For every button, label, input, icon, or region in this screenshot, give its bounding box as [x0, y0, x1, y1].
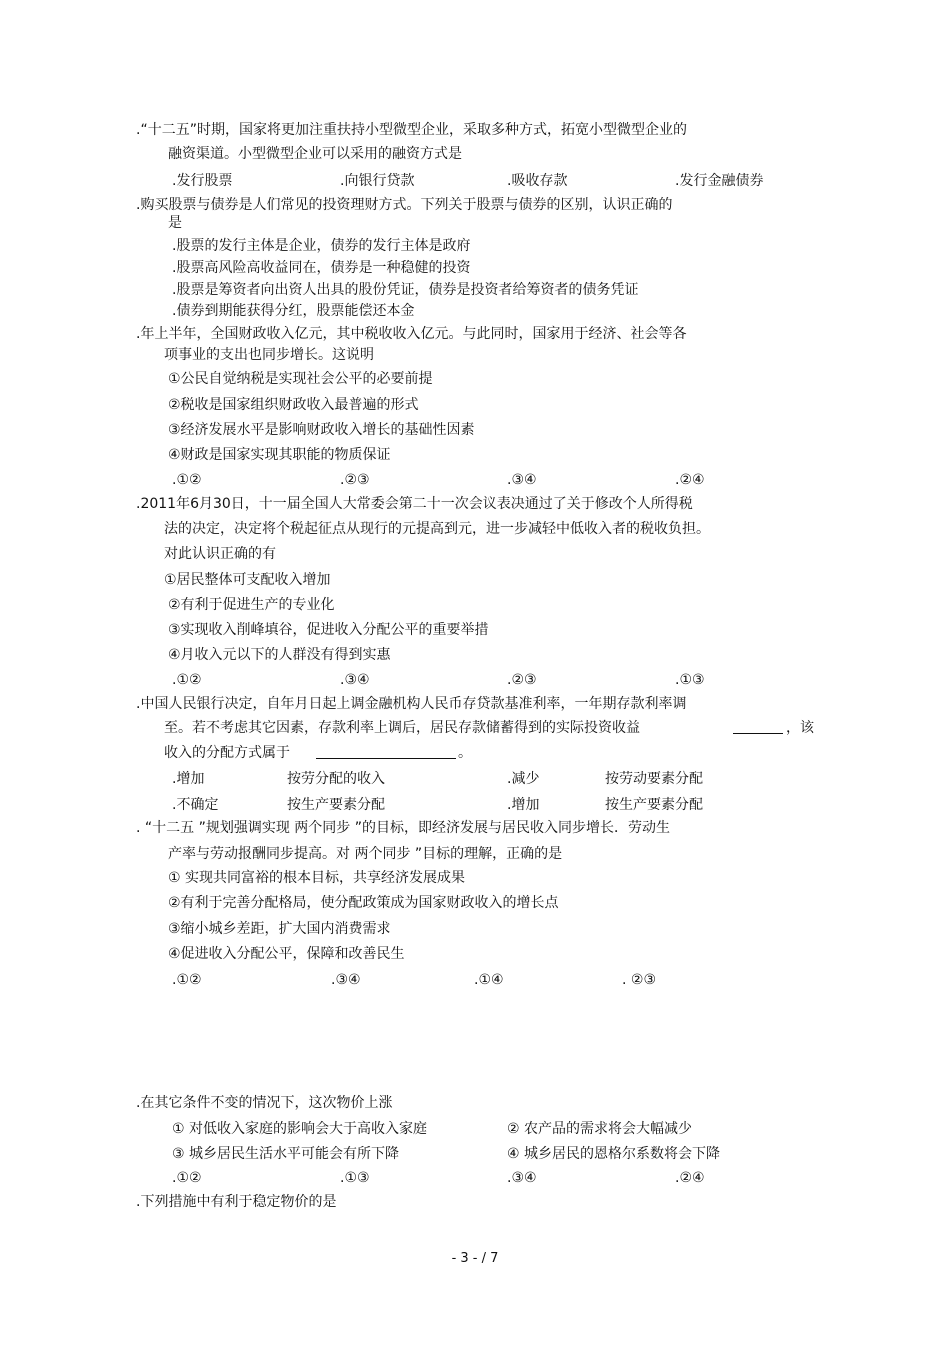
q7-option-b: .①③	[340, 1170, 370, 1186]
q1-option-d: .发行金融债券	[675, 173, 764, 189]
q5-option-a-text: 按劳分配的收入	[287, 771, 385, 787]
q4-item-2: ②有利于促进生产的专业化	[168, 597, 335, 613]
q3-option-c: .③④	[507, 472, 537, 488]
q4-option-a: .①②	[172, 672, 202, 688]
q5-stem-line2-tail: ，该	[786, 720, 814, 736]
q5-option-a-label: .增加	[172, 771, 205, 787]
q8-stem: .下列措施中有利于稳定物价的是	[136, 1194, 337, 1210]
q1-stem-line2: 融资渠道。小型微型企业可以采用的融资方式是	[168, 146, 462, 162]
page-number: - 3 - / 7	[451, 1251, 499, 1266]
q5-option-d-text: 按生产要素分配	[605, 797, 703, 813]
q4-item-1: ①居民整体可支配收入增加	[164, 572, 331, 588]
q6-item-1: ① 实现共同富裕的根本目标，共享经济发展成果	[168, 870, 465, 886]
q2-option-d: .债券到期能获得分红，股票能偿还本金	[172, 303, 415, 319]
q5-stem-line2: 至。若不考虑其它因素，存款利率上调后，居民存款储蓄得到的实际投资收益	[164, 720, 640, 736]
q6-stem-line1: . “十二五 ”规划强调实现 两个同步 ”的目标，即经济发展与居民收入同步增长．劳动生	[136, 820, 671, 836]
q2-stem-line2: 是	[168, 215, 182, 231]
q4-item-3: ③实现收入削峰填谷，促进收入分配公平的重要举措	[168, 622, 489, 638]
q2-option-a: .股票的发行主体是企业，债券的发行主体是政府	[172, 238, 471, 254]
q6-option-b: .③④	[331, 972, 361, 988]
q6-option-a: .①②	[172, 972, 202, 988]
q1-option-c: .吸收存款	[507, 173, 568, 189]
q7-option-c: .③④	[507, 1170, 537, 1186]
q6-item-2: ②有利于完善分配格局，使分配政策成为国家财政收入的增长点	[168, 895, 559, 911]
q4-stem-line2: 法的决定，决定将个税起征点从现行的元提高到元，进一步减轻中低收入者的税收负担。	[164, 521, 710, 537]
q3-item-4: ④财政是国家实现其职能的物质保证	[168, 447, 391, 463]
q3-option-b: .②③	[340, 472, 370, 488]
q6-option-c: .①④	[474, 972, 504, 988]
q3-item-3: ③经济发展水平是影响财政收入增长的基础性因素	[168, 422, 475, 438]
q7-item-4: ④ 城乡居民的恩格尔系数将会下降	[507, 1146, 721, 1162]
q5-option-b-text: 按劳动要素分配	[605, 771, 703, 787]
q5-stem-line3-tail: 。	[458, 745, 472, 761]
q5-option-d-label: .增加	[507, 797, 540, 813]
q4-stem-line1: .2011年6月30日，十一届全国人大常委会第二十一次会议表决通过了关于修改个人所得税	[136, 496, 693, 512]
q5-option-b-label: .减少	[507, 771, 540, 787]
q6-stem-line2: 产率与劳动报酬同步提高。对 两个同步 ”目标的理解，正确的是	[168, 846, 563, 862]
q3-option-d: .②④	[675, 472, 705, 488]
q7-item-3: ③ 城乡居民生活水平可能会有所下降	[172, 1146, 400, 1162]
q4-option-d: .①③	[675, 672, 705, 688]
q4-item-4: ④月收入元以下的人群没有得到实惠	[168, 647, 391, 663]
q1-stem-line1: .“十二五”时期，国家将更加注重扶持小型微型企业，采取多种方式，拓宽小型微型企业的	[136, 122, 687, 138]
q1-option-a: .发行股票	[172, 173, 233, 189]
q3-stem-line2: 项事业的支出也同步增长。这说明	[164, 347, 374, 363]
q3-item-2: ②税收是国家组织财政收入最普遍的形式	[168, 397, 419, 413]
q7-item-1: ① 对低收入家庭的影响会大于高收入家庭	[172, 1121, 427, 1137]
q4-stem-line3: 对此认识正确的有	[164, 546, 276, 562]
q5-option-c-label: .不确定	[172, 797, 219, 813]
q7-item-2: ② 农产品的需求将会大幅减少	[507, 1121, 693, 1137]
q5-option-c-text: 按生产要素分配	[287, 797, 385, 813]
q5-stem-line1: .中国人民银行决定，自年月日起上调金融机构人民币存贷款基准利率，一年期存款利率调	[136, 696, 687, 712]
q3-option-a: .①②	[172, 472, 202, 488]
q5-answer-blank-2	[316, 744, 456, 764]
q5-answer-blank-1	[733, 719, 783, 739]
q4-option-c: .②③	[507, 672, 537, 688]
q7-stem: .在其它条件不变的情况下，这次物价上涨	[136, 1095, 393, 1111]
q7-option-a: .①②	[172, 1170, 202, 1186]
q1-option-b: .向银行贷款	[340, 173, 415, 189]
q6-item-3: ③缩小城乡差距，扩大国内消费需求	[168, 921, 391, 937]
q3-stem-line1: .年上半年，全国财政收入亿元，其中税收收入亿元。与此同时，国家用于经济、社会等各	[136, 326, 687, 342]
q5-stem-line3: 收入的分配方式属于	[164, 745, 290, 761]
q3-item-1: ①公民自觉纳税是实现社会公平的必要前提	[168, 371, 433, 387]
q6-option-d: . ②③	[622, 972, 657, 988]
q2-stem-line1: .购买股票与债券是人们常见的投资理财方式。下列关于股票与债券的区别，认识正确的	[136, 197, 673, 213]
q7-option-d: .②④	[675, 1170, 705, 1186]
q6-item-4: ④促进收入分配公平，保障和改善民生	[168, 946, 405, 962]
q2-option-c: .股票是筹资者向出资人出具的股份凭证，债券是投资者给筹资者的债务凭证	[172, 282, 639, 298]
q2-option-b: .股票高风险高收益同在，债券是一种稳健的投资	[172, 260, 471, 276]
q4-option-b: .③④	[340, 672, 370, 688]
